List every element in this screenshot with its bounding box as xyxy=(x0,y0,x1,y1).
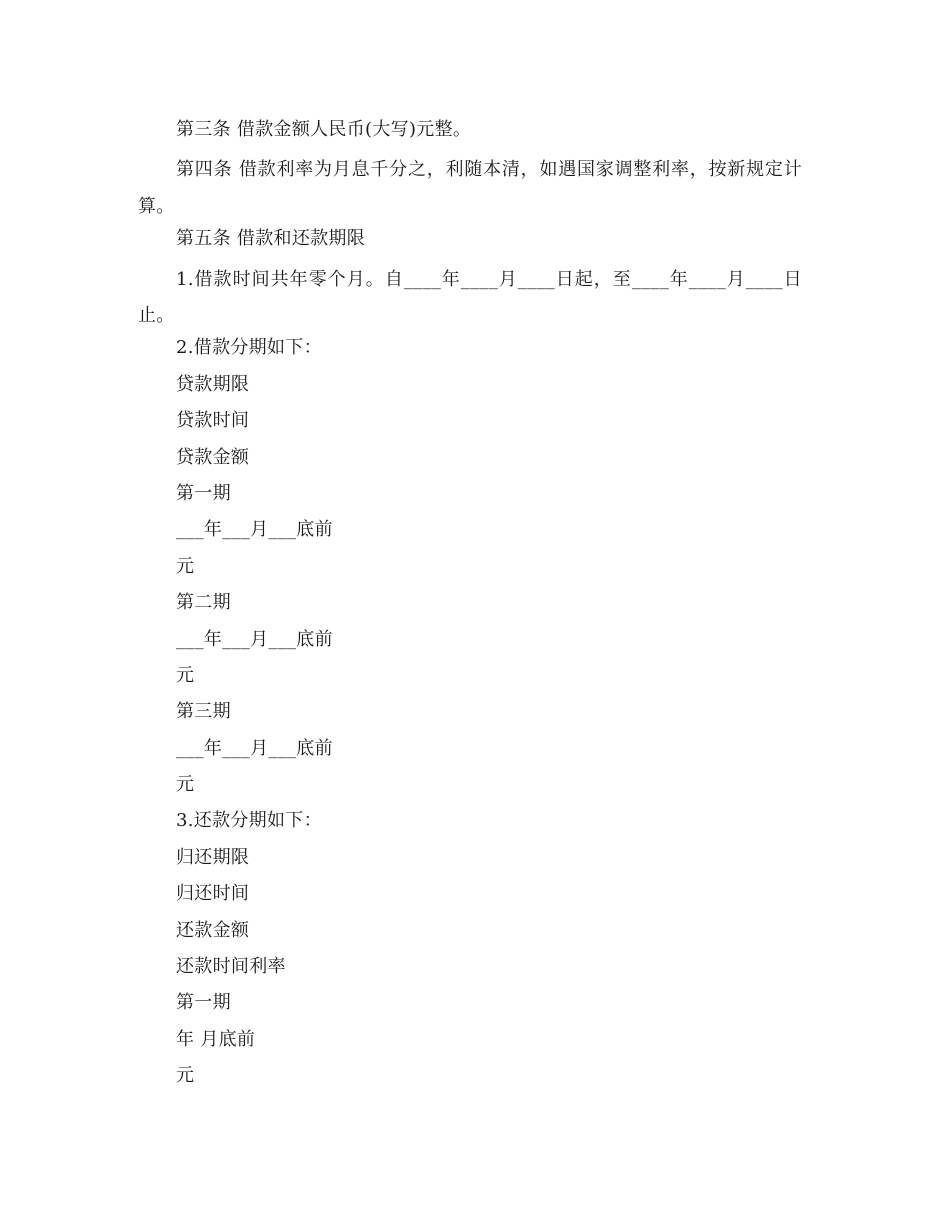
loan-term-label: 贷款期限 xyxy=(176,373,250,395)
loan-period-1: 第一期 xyxy=(176,482,231,504)
document-body xyxy=(138,116,802,1099)
loan-period-1-date: ___年___月___底前 xyxy=(176,519,333,541)
article-5-loan-term: 第五条 借款和还款期限 xyxy=(176,228,366,250)
loan-period-2-amount: 元 xyxy=(176,664,195,686)
repayment-interest-label: 还款时间利率 xyxy=(176,956,286,978)
repayment-term-label: 归还期限 xyxy=(176,846,250,868)
repayment-installments-heading: 3.还款分期如下： xyxy=(176,810,322,832)
repayment-period-1-date: 年 月底前 xyxy=(176,1028,256,1050)
repayment-amount-label: 还款金额 xyxy=(176,919,250,941)
article-3-loan-amount: 第三条 借款金额人民币(大写)元整。 xyxy=(176,119,472,140)
loan-period-3-date: ___年___月___底前 xyxy=(176,737,333,759)
loan-time-label: 贷款时间 xyxy=(176,410,250,432)
loan-amount-label: 贷款金额 xyxy=(176,446,250,468)
loan-installments-heading: 2.借款分期如下： xyxy=(176,337,322,359)
loan-period-3-amount: 元 xyxy=(176,774,195,796)
article-4-interest-rate: 第四条 借款利率为月息千分之，利随本清，如遇国家调整利率，按新规定计算。 xyxy=(138,159,802,217)
loan-period-1-amount: 元 xyxy=(176,555,195,577)
loan-period-2-date: ___年___月___底前 xyxy=(176,628,333,650)
repayment-time-label: 归还时间 xyxy=(176,883,250,905)
loan-period-2: 第二期 xyxy=(176,592,231,614)
loan-period-clause: 1.借款时间共年零个月。自____年____月____日起，至____年____月____日止。 xyxy=(138,268,802,326)
loan-period-3: 第三期 xyxy=(176,701,231,723)
repayment-period-1: 第一期 xyxy=(176,992,231,1014)
repayment-period-1-amount: 元 xyxy=(176,1065,195,1087)
